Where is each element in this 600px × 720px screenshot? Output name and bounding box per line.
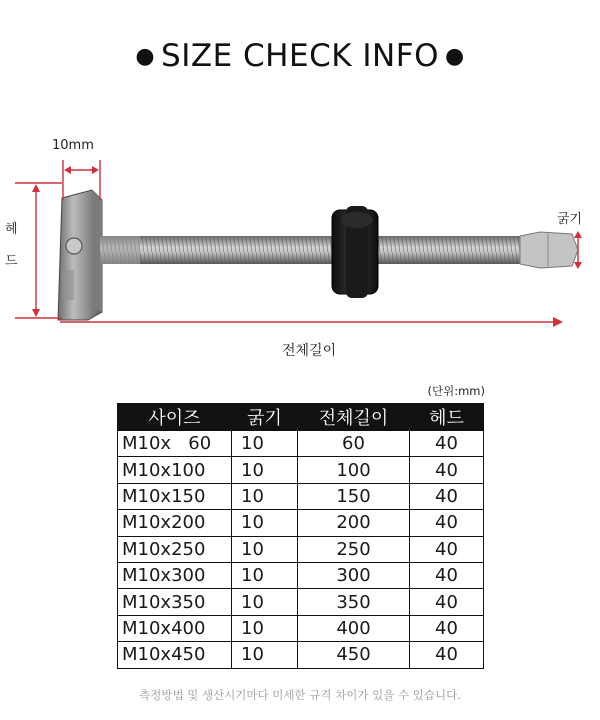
table-header-row — [118, 404, 484, 431]
bolt-diagram — [0, 0, 600, 340]
cell-thickness: 10 — [232, 510, 298, 536]
cell-size: M10x150 — [118, 483, 232, 509]
cell-thickness: 10 — [232, 615, 298, 641]
table-row — [118, 431, 484, 457]
header-thickness: 굵기 — [232, 404, 298, 431]
cell-size: M10x400 — [118, 615, 232, 641]
cell-thickness: 10 — [232, 431, 298, 457]
header-head: 헤드 — [410, 404, 484, 431]
table-row — [118, 642, 484, 668]
cell-thickness: 10 — [232, 536, 298, 562]
head-label-2: 드 — [5, 254, 18, 269]
cell-thickness: 10 — [232, 483, 298, 509]
unit-note: (단위:mm) — [427, 384, 485, 398]
cell-head: 40 — [410, 615, 484, 641]
cell-length: 200 — [298, 510, 410, 536]
total-length-label: 전체길이 — [282, 343, 337, 359]
cell-size: M10x100 — [118, 457, 232, 483]
cell-head: 40 — [410, 510, 484, 536]
size-spec-table — [117, 403, 484, 669]
cell-length: 350 — [298, 589, 410, 615]
cell-head: 40 — [410, 431, 484, 457]
cell-length: 100 — [298, 457, 410, 483]
cell-head: 40 — [410, 483, 484, 509]
cell-length: 150 — [298, 483, 410, 509]
table-row — [118, 562, 484, 588]
table-row — [118, 483, 484, 509]
head-dimension — [15, 183, 62, 318]
header-size: 사이즈 — [118, 404, 232, 431]
table-row — [118, 510, 484, 536]
table-row — [118, 589, 484, 615]
cell-length: 60 — [298, 431, 410, 457]
cell-size: M10x200 — [118, 510, 232, 536]
cell-head: 40 — [410, 536, 484, 562]
title-text: SIZE CHECK INFO — [161, 38, 439, 74]
cell-thickness: 10 — [232, 642, 298, 668]
length-dimension — [60, 317, 563, 327]
cell-thickness: 10 — [232, 562, 298, 588]
cell-size: M10x350 — [118, 589, 232, 615]
cell-length: 400 — [298, 615, 410, 641]
cell-size: M10x250 — [118, 536, 232, 562]
cell-thickness: 10 — [232, 589, 298, 615]
width-label: 10mm — [52, 138, 94, 153]
cell-size: M10x300 — [118, 562, 232, 588]
table-row — [118, 457, 484, 483]
cell-length: 300 — [298, 562, 410, 588]
cell-length: 250 — [298, 536, 410, 562]
bolt-head — [58, 190, 102, 320]
cell-size: M10x450 — [118, 642, 232, 668]
bullet-left-icon: ● — [135, 44, 156, 69]
rubber-washer — [332, 206, 378, 298]
table-row — [118, 615, 484, 641]
bullet-right-icon: ● — [444, 44, 465, 69]
footnote: 측정방법 및 생산시기마다 미세한 규격 차이가 있을 수 있습니다. — [139, 688, 461, 702]
cell-head: 40 — [410, 642, 484, 668]
cell-length: 450 — [298, 642, 410, 668]
head-label-1: 헤 — [5, 222, 18, 237]
table-row — [118, 536, 484, 562]
cell-head: 40 — [410, 562, 484, 588]
cell-size: M10x 60 — [118, 431, 232, 457]
header-total-length: 전체길이 — [298, 404, 410, 431]
cell-head: 40 — [410, 589, 484, 615]
thickness-label: 굵기 — [557, 212, 583, 227]
cell-thickness: 10 — [232, 457, 298, 483]
cell-head: 40 — [410, 457, 484, 483]
